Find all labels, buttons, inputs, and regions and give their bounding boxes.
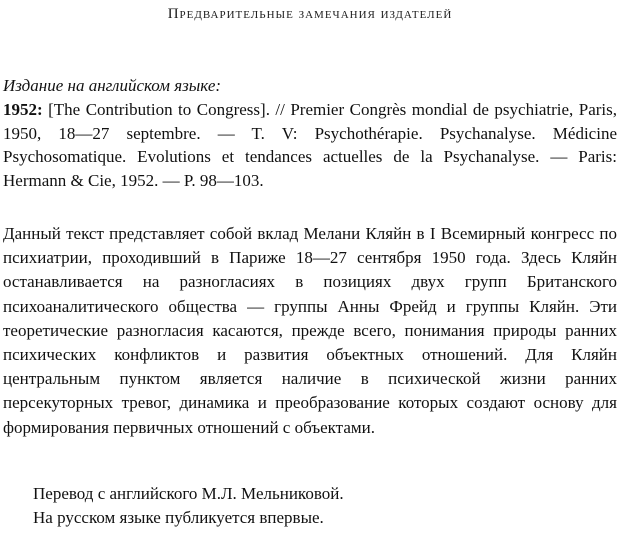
citation-text: [The Contribution to Congress]. // Premier Congrès mondial de psychiatrie, Paris, 1950, 18—27 septembre. — T. V: Psychothérapie. Psychanalyse. Médicine Psychosomatique. Evolutions et tendances actuelles de la Psychanalyse. — Paris: Hermann & Cie, 1952. — P. 98—103. xyxy=(3,100,617,190)
citation-year: 1952: xyxy=(3,100,43,119)
credits xyxy=(33,482,344,530)
citation-paragraph xyxy=(3,98,617,192)
publication-note: На русском языке публикуется впервые. xyxy=(33,508,324,527)
running-head: Предварительные замечания издателей xyxy=(167,6,453,22)
translation-credit: Перевод с английского М.Л. Мельниковой. xyxy=(33,484,344,503)
summary-paragraph: Данный текст представляет собой вклад Мелани Кляйн в I Всемирный конгресс по психиатрии, проходивший в Париже 18—27 сентября 1950 года. Здесь Кляйн останавливается на разногласиях в позициях двух групп Британского психоаналитического общества — группы Анны Фрейд и группы Кляйн. Эти теоретические разногласия касаются, прежде всего, понимания природы ранних психических конфликтов и развития объектных отношений. Для Кляйн центральным пунктом является наличие в психической жизни ранних персекуторных тревог, динамика и преобразование которых создают основу для формирования первичных отношений с объектами. xyxy=(3,224,617,437)
edition-label: Издание на английском языке: xyxy=(3,76,222,95)
